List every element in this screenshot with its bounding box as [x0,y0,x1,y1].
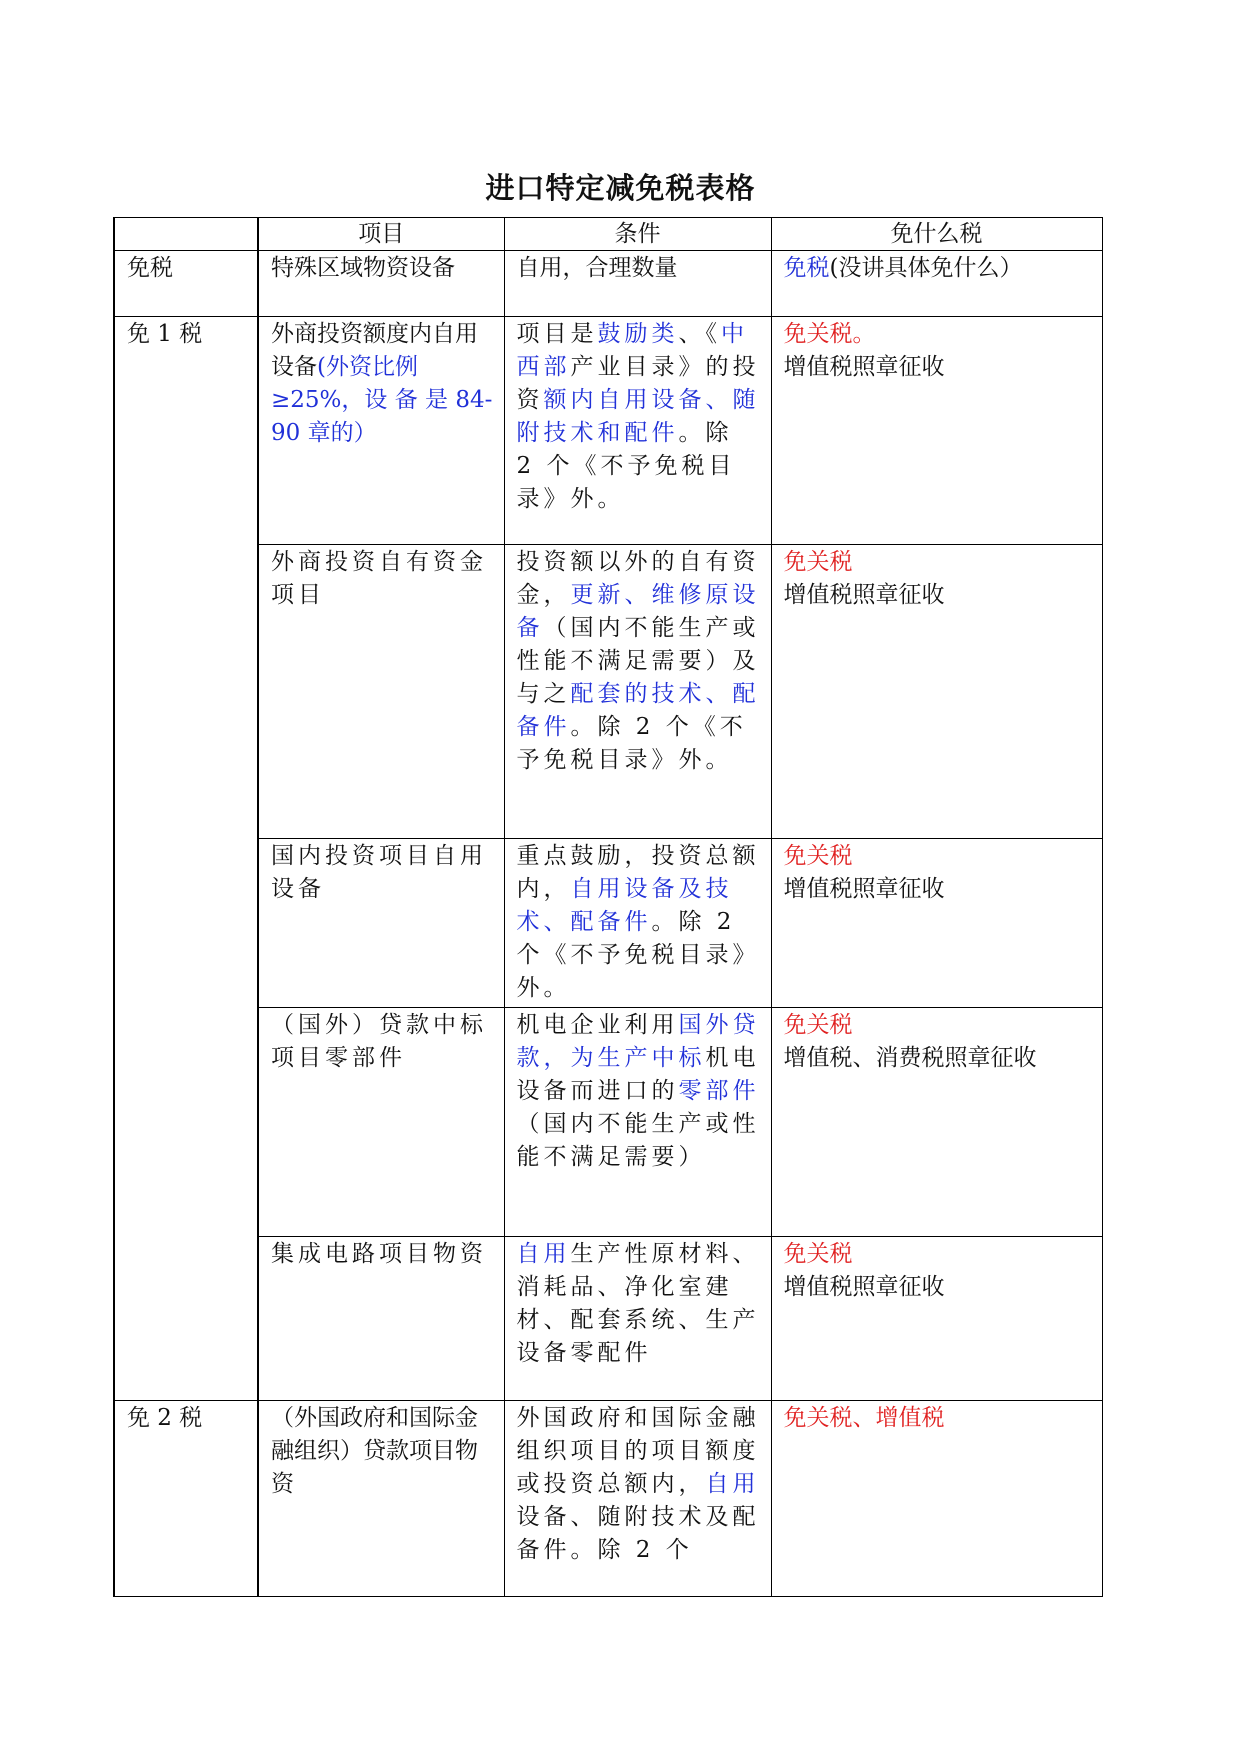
header-condition: 条件 [504,218,771,251]
text-segment: 设备、随附技术及配备件。除 2 个 [516,1504,760,1563]
header-item: 项目 [258,218,504,251]
item-cell [258,1401,504,1597]
tax-cell [771,1008,1102,1237]
table-row [114,1008,1102,1237]
item-cell [258,251,504,317]
text-segment: 免税 [783,255,830,281]
table-row [114,545,1102,839]
text-segment: 国外贷款，为生产中标 [516,1012,760,1071]
tax-cell [771,839,1102,1008]
condition-cell [504,1237,771,1401]
text-segment: 项目是 [516,321,598,347]
text-segment: 中西部 [516,321,748,380]
text-segment: 重点鼓励，投资总额内， [516,843,760,902]
text-segment: 配套的技术、配备件 [516,681,760,740]
table-row [114,251,1102,317]
header-category [114,218,258,251]
text-segment: 免关税 [783,549,853,575]
text-segment: 免关税、增值税 [783,1405,945,1431]
table-row [114,317,1102,545]
table-row [114,839,1102,1008]
item-cell [258,545,504,839]
category-cell: 免税 [114,251,258,317]
condition-cell [504,1008,771,1237]
text-segment: 产业目录》的投资 [516,354,760,413]
table-row [114,1237,1102,1401]
condition-cell [504,317,771,545]
item-cell [258,1008,504,1237]
text-segment: 自用设备及技术、配备件 [516,876,733,935]
category-cell: 免 1 税 [114,317,258,1401]
tax-exemption-table [113,217,1103,1597]
tax-cell [771,1237,1102,1401]
tax-cell [771,317,1102,545]
page-title: 进口特定减免税表格 [485,171,756,205]
text-segment: 外国政府和国际金融组织项目的项目额度或投资总额内， [516,1405,760,1497]
text-segment: 国内投资项目自用设备 [271,843,487,902]
text-segment: 。除 2 个《不予免税目录》外。 [516,909,760,1001]
table-row [114,1401,1102,1597]
text-segment: 自用，合理数量 [516,255,678,281]
text-segment: 增值税照章征收 [783,354,945,380]
text-segment: 增值税照章征收 [783,1274,945,1300]
text-segment: 额内自用设备、随附技术和配件 [516,387,760,446]
text-segment: （国内不能生产或性能不满足需要） [516,1111,760,1170]
text-segment: 增值税照章征收 [783,582,945,608]
text-segment: 免关税 [783,843,853,869]
text-segment: 免关税 [783,1241,853,1267]
text-segment: 投资额以外的自有资金， [516,549,760,608]
header-tax: 免什么税 [771,218,1102,251]
text-segment: 更新、维修原设备 [516,582,760,641]
tax-cell [771,1401,1102,1597]
text-segment: 生产性原材料、消耗品、净化室建材、配套系统、生产设备零配件 [516,1241,760,1366]
text-segment: （国内不能生产或性能不满足需要）及与之 [516,615,760,707]
text-segment: 、《 [678,321,721,347]
text-segment: 免关税 [783,1012,853,1038]
text-segment: 自用 [705,1471,760,1497]
text-segment: 。除 2 个《不予免税目录》外。 [516,420,736,512]
text-segment: 自用 [516,1241,571,1267]
item-cell [258,839,504,1008]
text-segment: 增值税照章征收 [783,876,945,902]
tax-cell [771,251,1102,317]
item-cell [258,1237,504,1401]
condition-cell [504,545,771,839]
category-cell: 免 2 税 [114,1401,258,1597]
text-segment: 特殊区域物资设备 [271,255,455,281]
text-segment: 零部件 [678,1078,760,1104]
text-segment: （国外）贷款中标项目零部件 [271,1012,487,1071]
tax-cell [771,545,1102,839]
text-segment: 集成电路项目物资 [271,1241,487,1267]
condition-cell [504,1401,771,1597]
text-segment: 机电设备而进口的 [516,1045,760,1104]
text-segment: 机电企业利用 [516,1012,679,1038]
condition-cell [504,251,771,317]
text-segment: (外资比例≥25%，设 备 是 84-90 章的） [271,354,493,446]
table-header-row [114,218,1102,251]
text-segment: 。除 2 个《不予免税目录》外。 [516,714,747,773]
text-segment: 鼓励类 [597,321,679,347]
text-segment: (没讲具体免什么） [829,255,1023,281]
text-segment: （外国政府和国际金融组织）贷款项目物资 [271,1405,478,1497]
text-segment: 外商投资额度内自用设备 [271,321,478,380]
condition-cell [504,839,771,1008]
text-segment: 免关税。 [783,321,876,347]
text-segment: 增值税、消费税照章征收 [783,1045,1037,1071]
item-cell [258,317,504,545]
text-segment: 外商投资自有资金项目 [271,549,487,608]
